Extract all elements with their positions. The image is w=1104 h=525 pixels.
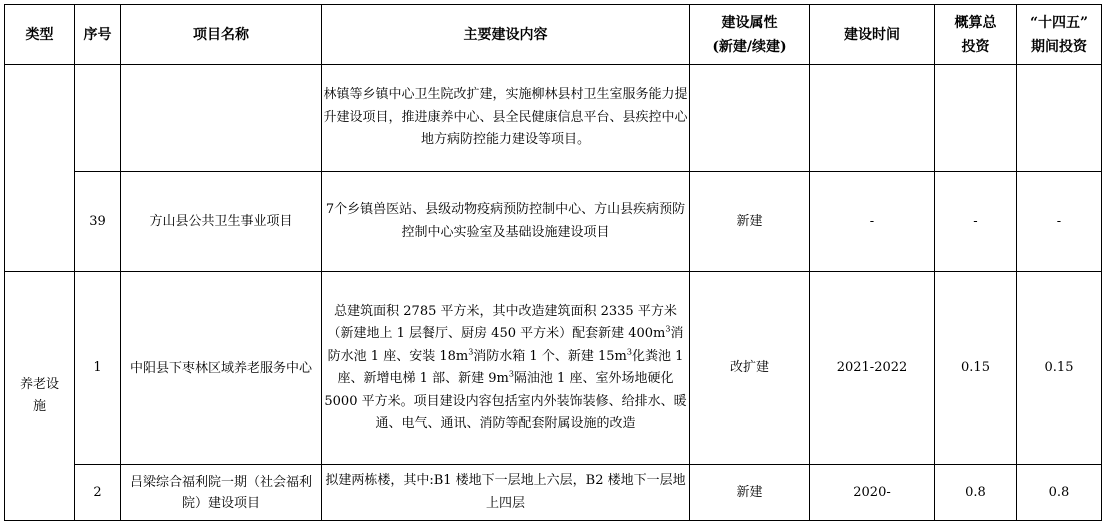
content-cell: 7个乡镇兽医站、县级动物疫病预防控制中心、方山县疾病预防控制中心实验室及基础设施建设项目 bbox=[322, 172, 690, 272]
seq-cell: 2 bbox=[75, 465, 121, 521]
content-part3: 消防水箱 1 个、新建 15m bbox=[473, 348, 627, 364]
attr-cell bbox=[690, 65, 810, 172]
header-seq: 序号 bbox=[75, 5, 121, 65]
header-content: 主要建设内容 bbox=[322, 5, 690, 65]
cubic-superscript: 3 bbox=[468, 347, 474, 357]
time-cell: 2021-2022 bbox=[810, 272, 935, 465]
cubic-superscript: 3 bbox=[508, 369, 514, 379]
name-cell: 吕梁综合福利院一期（社会福利院）建设项目 bbox=[121, 465, 322, 521]
content-part5: 隔油池 1 座、室外场地硬化 5000 平方米。项目建设内容包括室内外装饰装修、给排水、暖通、电气、通讯、消防等配套附属设施的改造 bbox=[324, 371, 687, 431]
type-cell bbox=[5, 272, 75, 521]
header-attr bbox=[690, 5, 810, 65]
table-row bbox=[5, 465, 1102, 521]
total-cell bbox=[935, 65, 1017, 172]
total-cell: - bbox=[935, 172, 1017, 272]
content-part4: 化粪池 1 座、新增电梯 1 部、新建 9m bbox=[337, 348, 684, 386]
header-attr-line2: (新建/续建) bbox=[712, 38, 787, 55]
plan-cell: 0.15 bbox=[1017, 272, 1102, 465]
header-name: 项目名称 bbox=[121, 5, 322, 65]
type-line2: 施 bbox=[32, 399, 46, 414]
plan-cell: 0.8 bbox=[1017, 465, 1102, 521]
attr-cell: 新建 bbox=[690, 465, 810, 521]
header-plan-line2: 期间投资 bbox=[1031, 38, 1087, 55]
header-time: 建设时间 bbox=[810, 5, 935, 65]
cubic-superscript: 3 bbox=[626, 347, 632, 357]
total-cell: 0.15 bbox=[935, 272, 1017, 465]
table-row bbox=[5, 172, 1102, 272]
header-total-line1: 概算总 bbox=[954, 14, 997, 31]
cubic-superscript: 3 bbox=[665, 324, 671, 334]
header-plan-line1: “十四五” bbox=[1029, 14, 1089, 31]
seq-cell bbox=[75, 65, 121, 172]
time-cell: 2020- bbox=[810, 465, 935, 521]
time-cell bbox=[810, 65, 935, 172]
header-row bbox=[5, 5, 1102, 65]
attr-cell: 新建 bbox=[690, 172, 810, 272]
header-total bbox=[935, 5, 1017, 65]
table-row bbox=[5, 272, 1102, 465]
seq-cell: 1 bbox=[75, 272, 121, 465]
header-plan bbox=[1017, 5, 1102, 65]
name-cell: 方山县公共卫生事业项目 bbox=[121, 172, 322, 272]
content-part2: 消防水池 1 座、安装 18m bbox=[327, 326, 684, 364]
content-part1: 总建筑面积 2785 平方米，其中改造建筑面积 2335 平方米（新建地上 1 层餐厅、厨房 450 平方米）配套新建 400m bbox=[327, 303, 677, 341]
table-row bbox=[5, 65, 1102, 172]
content-cell: 林镇等乡镇中心卫生院改扩建，实施柳林县村卫生室服务能力提升建设项目，推进康养中心、县全民健康信息平台、县疾控中心地方病防控能力建设等项目。 bbox=[322, 65, 690, 172]
plan-cell: - bbox=[1017, 172, 1102, 272]
name-cell bbox=[121, 65, 322, 172]
time-cell: - bbox=[810, 172, 935, 272]
investment-table bbox=[4, 4, 1102, 521]
content-cell: 拟建两栋楼，其中:B1 楼地下一层地上六层，B2 楼地下一层地上四层 bbox=[322, 465, 690, 521]
header-attr-line1: 建设属性 bbox=[721, 14, 778, 31]
plan-cell bbox=[1017, 65, 1102, 172]
name-cell: 中阳县下枣林区域养老服务中心 bbox=[121, 272, 322, 465]
header-type: 类型 bbox=[5, 5, 75, 65]
seq-cell: 39 bbox=[75, 172, 121, 272]
type-cell bbox=[5, 65, 75, 272]
content-cell bbox=[322, 272, 690, 465]
header-total-line2: 投资 bbox=[961, 38, 990, 55]
type-line1: 养老设 bbox=[19, 377, 59, 392]
total-cell: 0.8 bbox=[935, 465, 1017, 521]
attr-cell: 改扩建 bbox=[690, 272, 810, 465]
